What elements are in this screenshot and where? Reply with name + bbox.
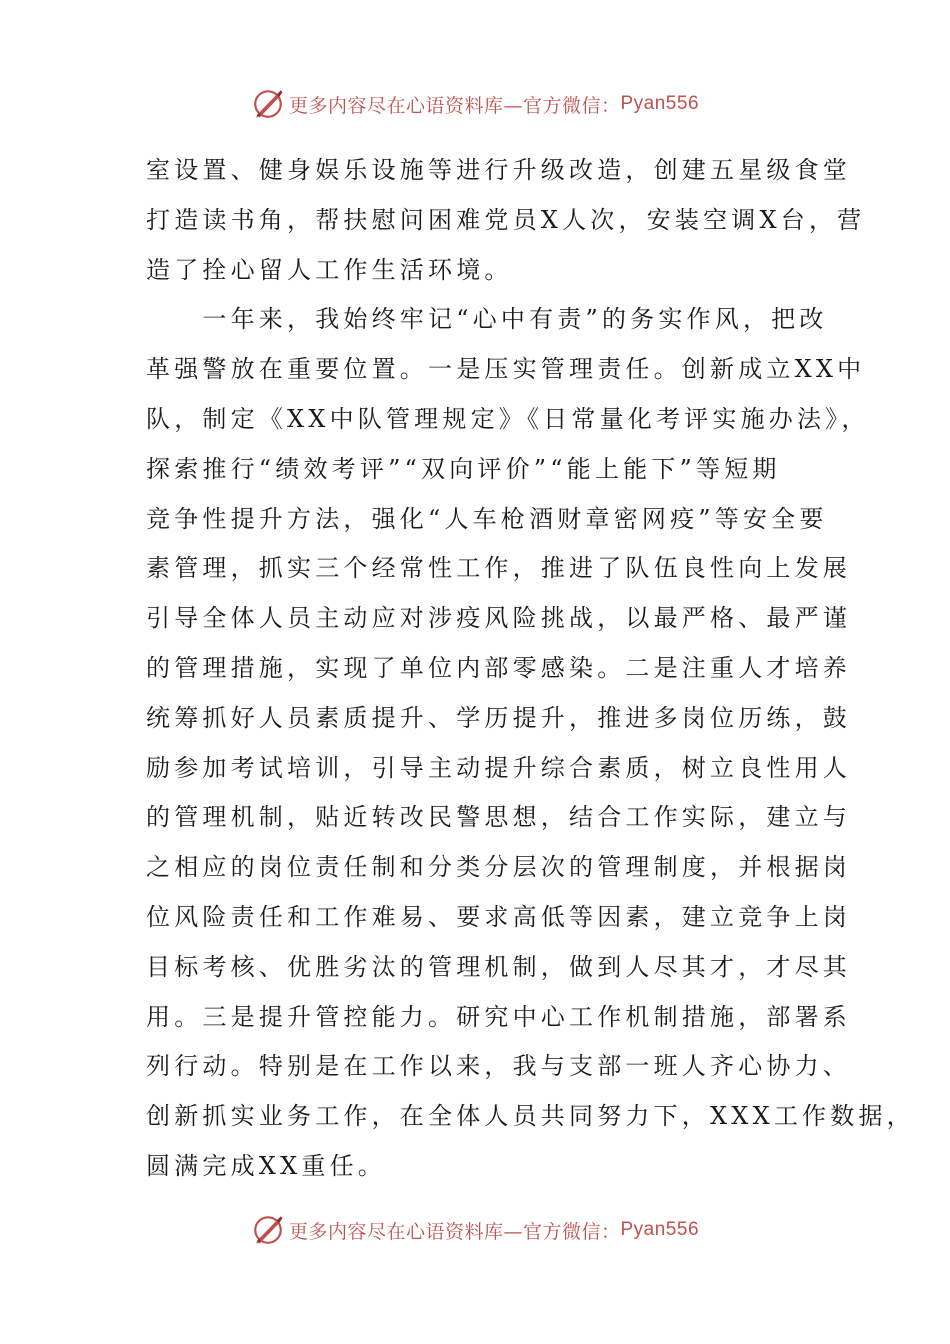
text-line: 列行动。特别是在工作以来，我与支部一班人齐心协力、 — [146, 1052, 851, 1081]
text-line: 的管理措施，实现了单位内部零感染。二是注重人才培养 — [146, 653, 851, 682]
watermark-text: 更多内容尽在心语资料库—官方微信： — [288, 94, 621, 117]
text-line: 引导全体人员主动应对涉疫风险挑战，以最严格、最严谨 — [146, 604, 851, 633]
watermark-text: 更多内容尽在心语资料库—官方微信： — [288, 1220, 621, 1243]
footer-watermark — [0, 1210, 950, 1250]
text-line: 用。三是提升管控能力。研究中心工作机制措施，部署系 — [146, 1002, 851, 1031]
text-line: 探索推行“绩效考评”“双向评价”“能上能下”等短期 — [146, 454, 781, 483]
text-line: 统筹抓好人员素质提升、学历提升，推进多岗位历练，鼓 — [146, 703, 851, 732]
text-line: 竞争性提升方法，强化“人车枪酒财章密网疫”等安全要 — [146, 504, 828, 533]
text-line: 一年来，我始终牢记“心中有责”的务实作风，把改 — [146, 305, 828, 334]
text-line: 创新抓实业务工作，在全体人员共同努力下，XXX工作数据， — [146, 1102, 915, 1131]
text-line: 革强警放在重要位置。一是压实管理责任。创新成立XX中 — [146, 355, 866, 384]
text-line: 位风险责任和工作难易、要求高低等因素，建立竞争上岗 — [146, 902, 851, 931]
text-line: 圆满完成XX重任。 — [146, 1151, 386, 1180]
watermark-wechat-id: Pyan556 — [620, 1219, 700, 1240]
text-line: 之相应的岗位责任制和分类分层次的管理制度，并根据岗 — [146, 853, 851, 882]
watermark-wechat-id: Pyan556 — [620, 93, 700, 114]
text-line: 队，制定《XX中队管理规定》《日常量化考评实施办法》， — [146, 404, 870, 433]
text-line: 打造读书角，帮扶慰问困难党员X人次，安装空调X台，营 — [146, 205, 866, 234]
header-watermark — [0, 84, 950, 124]
document-body — [146, 146, 915, 1192]
text-line: 造了拴心留人工作生活环境。 — [146, 255, 513, 284]
text-line: 素管理，抓实三个经常性工作，推进了队伍良性向上发展 — [146, 554, 851, 583]
text-line: 室设置、健身娱乐设施等进行升级改造，创建五星级食堂 — [146, 156, 851, 184]
text-line: 的管理机制，贴近转改民警思想，结合工作实际，建立与 — [146, 803, 851, 832]
pen-logo-icon — [251, 87, 285, 121]
text-line: 目标考核、优胜劣汰的管理机制，做到人尽其才，才尽其 — [146, 952, 851, 981]
text-line: 励参加考试培训，引导主动提升综合素质，树立良性用人 — [146, 753, 851, 782]
pen-logo-icon — [251, 1213, 285, 1247]
